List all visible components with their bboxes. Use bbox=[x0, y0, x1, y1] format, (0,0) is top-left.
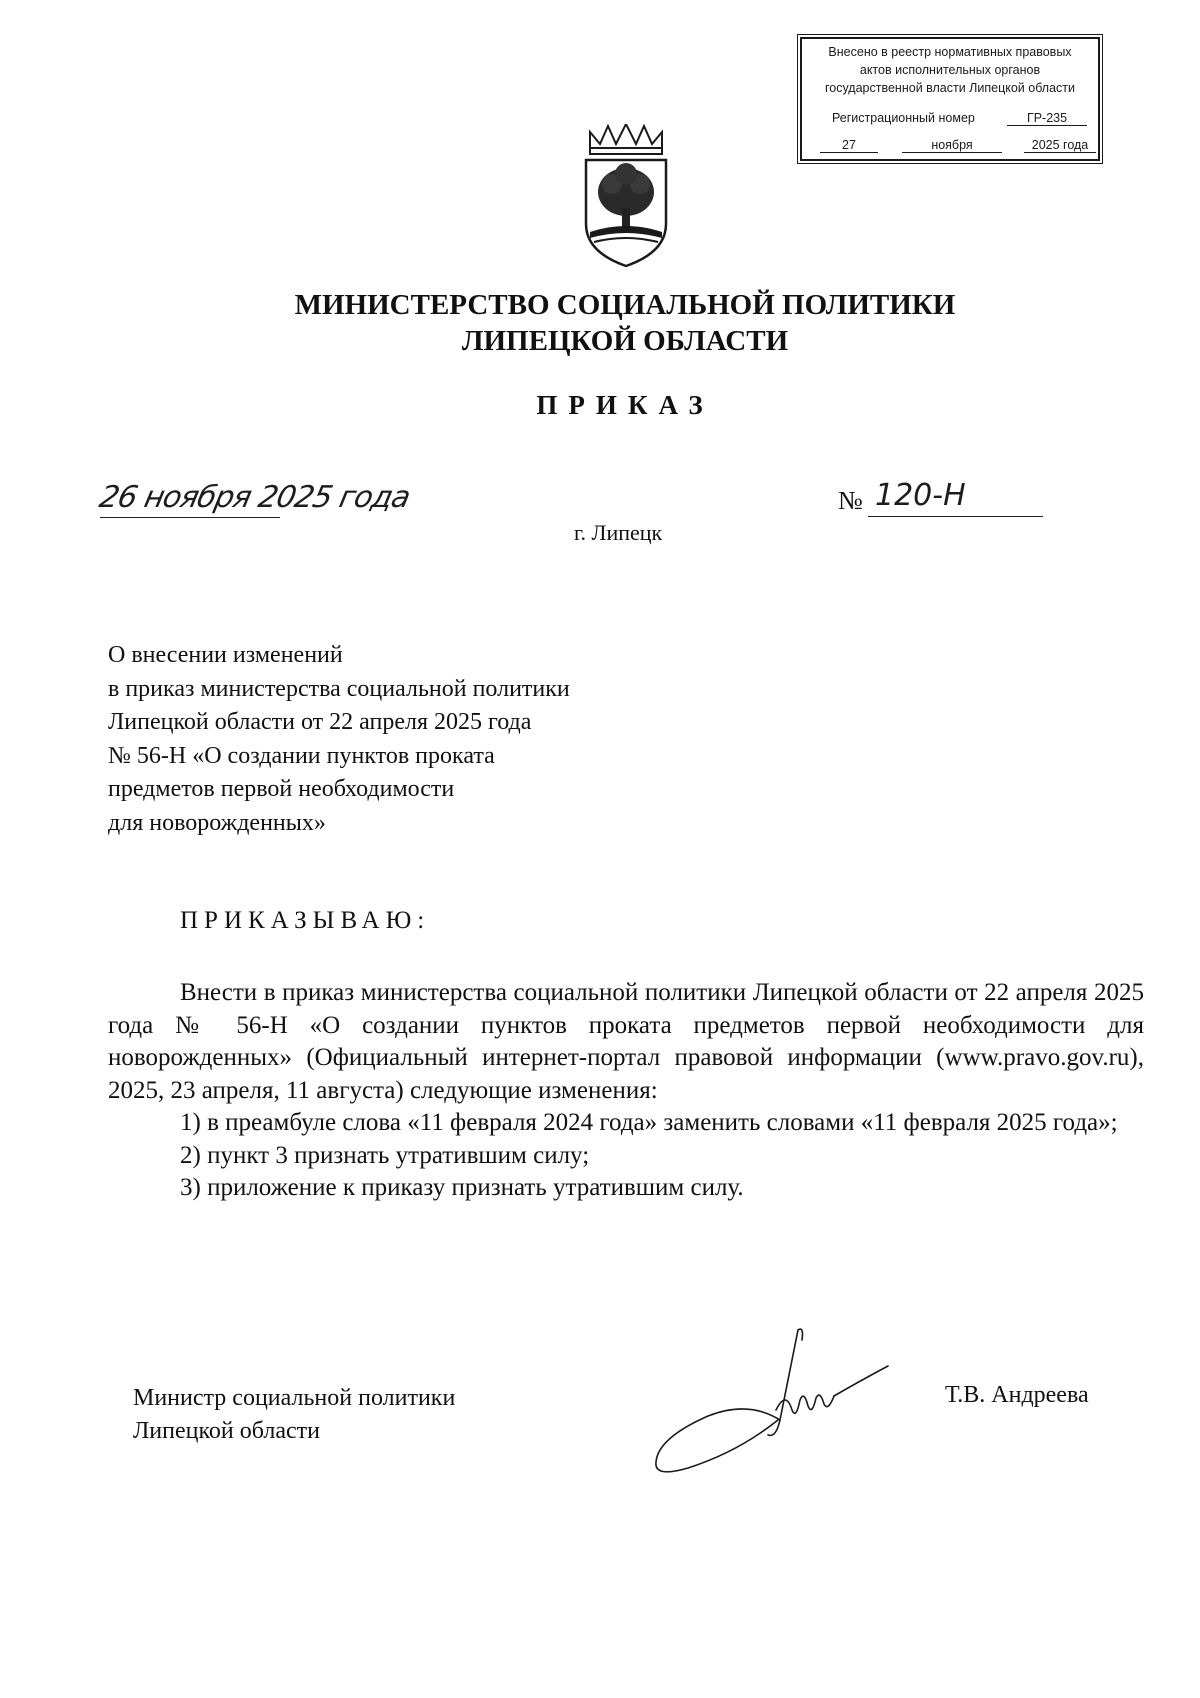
body-item: 1) в преамбуле слова «11 февраля 2024 года» заменить словами «11 февраля 2025 года»; bbox=[180, 1109, 1118, 1136]
registry-stamp bbox=[800, 37, 1100, 161]
handwritten-signature bbox=[648, 1320, 908, 1480]
subject-line: в приказ министерства социальной политики bbox=[108, 675, 570, 702]
signer-position-line-2: Липецкой области bbox=[133, 1418, 320, 1444]
subject-line: для новорожденных» bbox=[108, 809, 326, 836]
stamp-line-3: государственной власти Липецкой области bbox=[824, 81, 1076, 95]
body-intro: Внести в приказ министерства социальной политики Липецкой области от 22 апреля 2025 года № 56-Н «О создании пунктов проката предметов первой необходимости для новорожденных» (Официальный интернет-портал правовой информации (www.pravo.gov.ru), 2025, 23 апреля, 11 августа) следующие изменения: bbox=[108, 979, 1144, 1104]
stamp-reg-label: Регистрационный номер bbox=[832, 111, 975, 125]
ministry-name-line-2: ЛИПЕЦКОЙ ОБЛАСТИ bbox=[461, 325, 789, 357]
subject-line: Липецкой области от 22 апреля 2025 года bbox=[108, 709, 532, 735]
signer-position bbox=[133, 1382, 455, 1448]
document-type: ПРИКАЗ bbox=[536, 390, 714, 420]
number-underline bbox=[868, 516, 1043, 517]
body-item: 3) приложение к приказу признать утратившим силу. bbox=[180, 1174, 744, 1201]
handwritten-date: 26 ноября 2025 года bbox=[96, 480, 413, 515]
body-item: 2) пункт 3 признать утратившим силу; bbox=[180, 1141, 590, 1169]
subject-line: № 56-Н «О создании пунктов проката bbox=[108, 742, 495, 769]
stamp-day: 27 bbox=[820, 138, 878, 153]
city: г. Липецк bbox=[574, 520, 663, 545]
handwritten-number: 120-Н bbox=[875, 478, 966, 513]
signer-position-line-1: Министр социальной политики bbox=[133, 1385, 456, 1411]
stamp-year: 2025 года bbox=[1024, 138, 1096, 153]
signer-name: Т.В. Андреева bbox=[945, 1382, 1089, 1408]
order-word: ПРИКАЗЫВАЮ: bbox=[180, 907, 431, 934]
stamp-month: ноября bbox=[902, 138, 1002, 153]
document-subject bbox=[108, 639, 728, 840]
stamp-reg-number: ГР-235 bbox=[1007, 111, 1087, 126]
ministry-name-line-1: МИНИСТЕРСТВО СОЦИАЛЬНОЙ ПОЛИТИКИ bbox=[294, 289, 956, 321]
document-body bbox=[108, 977, 1144, 1205]
coat-of-arms-icon bbox=[576, 124, 676, 269]
subject-line: О внесении изменений bbox=[108, 642, 343, 668]
number-label: № bbox=[838, 486, 863, 515]
stamp-line-1: Внесено в реестр нормативных правовых bbox=[828, 45, 1072, 59]
subject-line: предметов первой необходимости bbox=[108, 776, 455, 802]
stamp-line-2: актов исполнительных органов bbox=[859, 63, 1041, 77]
date-underline bbox=[100, 517, 280, 518]
